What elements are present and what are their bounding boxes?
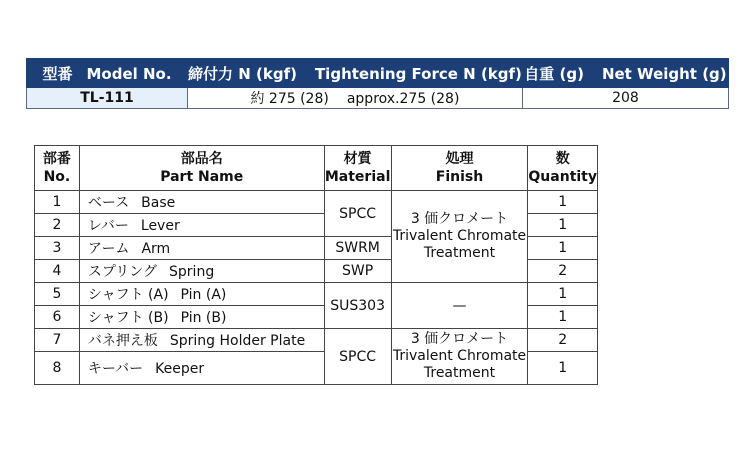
part-no: 6	[35, 306, 80, 329]
finish-en-2: Treatment	[423, 245, 496, 261]
force-value	[188, 88, 523, 109]
part-name-en: Spring	[169, 264, 215, 280]
part-name	[79, 214, 324, 237]
part-name-jp: ベース	[87, 195, 130, 211]
no-header	[35, 146, 80, 191]
part-name	[79, 329, 324, 352]
part-name-en: Keeper	[155, 361, 205, 377]
part-qty: 1	[528, 237, 598, 260]
force-value-jp: 約 275 (28)	[250, 91, 329, 107]
part-name	[79, 237, 324, 260]
finish-jp: 3 価クロメート	[410, 211, 509, 227]
part-name	[79, 306, 324, 329]
part-no: 5	[35, 283, 80, 306]
part-material: SPCC	[324, 191, 391, 237]
finish-en-1: Trivalent Chromate	[392, 228, 527, 244]
part-qty: 1	[528, 214, 598, 237]
part-name-jp: レバー	[87, 218, 129, 234]
part-finish	[391, 329, 528, 385]
parts-header-row	[35, 146, 598, 191]
part-name-en: Spring Holder Plate	[169, 333, 306, 349]
finish-header	[391, 146, 528, 191]
part-material: SUS303	[324, 283, 391, 329]
part-material: SPCC	[324, 329, 391, 385]
model-header-jp: 型番	[42, 64, 73, 83]
model-value: TL-111	[27, 88, 188, 109]
parts-table	[34, 145, 598, 385]
part-material: SWP	[324, 260, 391, 283]
part-no: 8	[35, 352, 80, 385]
no-header-jp: 部番	[42, 151, 71, 167]
name-header-en: Part Name	[160, 169, 244, 185]
part-name-en: Lever	[140, 218, 180, 234]
part-name-jp: スプリング	[87, 264, 158, 280]
finish-en-2: Treatment	[423, 365, 496, 381]
part-name-jp: バネ押え板	[87, 333, 158, 349]
part-no: 1	[35, 191, 80, 214]
finish-header-en: Finish	[435, 169, 484, 185]
part-no: 3	[35, 237, 80, 260]
part-name-en: Base	[141, 195, 176, 211]
model-header	[27, 59, 188, 88]
part-name-en: Pin (A)	[180, 287, 227, 303]
force-header	[188, 59, 523, 88]
part-name-en: Pin (B)	[180, 310, 227, 326]
part-qty: 2	[528, 260, 598, 283]
part-name	[79, 191, 324, 214]
model-header-en: Model No.	[86, 64, 172, 83]
table-row	[35, 329, 598, 352]
part-name-en: Arm	[141, 241, 171, 257]
finish-jp: 3 価クロメート	[410, 331, 509, 347]
qty-header	[528, 146, 598, 191]
part-qty: 1	[528, 191, 598, 214]
force-value-en: approx.275 (28)	[346, 91, 460, 107]
name-header-jp: 部品名	[180, 151, 223, 167]
part-finish	[391, 191, 528, 283]
weight-header	[522, 59, 728, 88]
table-row	[35, 191, 598, 214]
material-header	[324, 146, 391, 191]
part-no: 7	[35, 329, 80, 352]
spec-header-row	[27, 59, 729, 88]
qty-header-jp: 数	[555, 151, 570, 167]
qty-header-en: Quantity	[528, 169, 597, 185]
spec-table	[26, 58, 729, 109]
part-finish: —	[391, 283, 528, 329]
part-name	[79, 352, 324, 385]
weight-header-en: Net Weight (g)	[601, 64, 727, 83]
weight-value: 208	[522, 88, 728, 109]
part-qty: 1	[528, 306, 598, 329]
part-name-jp: シャフト (A)	[87, 287, 169, 303]
material-header-jp: 材質	[343, 151, 372, 167]
part-no: 2	[35, 214, 80, 237]
name-header	[79, 146, 324, 191]
no-header-en: No.	[43, 169, 71, 185]
part-no: 4	[35, 260, 80, 283]
part-name-jp: キーバー	[87, 361, 144, 377]
material-header-en: Material	[324, 169, 391, 185]
part-name	[79, 283, 324, 306]
spec-data-row	[27, 88, 729, 109]
table-row	[35, 283, 598, 306]
part-name-jp: アーム	[87, 241, 130, 257]
part-name	[79, 260, 324, 283]
part-material: SWRM	[324, 237, 391, 260]
finish-en-1: Trivalent Chromate	[392, 348, 527, 364]
part-qty: 1	[528, 352, 598, 385]
part-qty: 2	[528, 329, 598, 352]
part-name-jp: シャフト (B)	[87, 310, 169, 326]
finish-header-jp: 処理	[445, 151, 474, 167]
weight-header-jp: 自重 (g)	[524, 64, 584, 83]
force-header-en: Tightening Force N (kgf)	[314, 64, 522, 83]
part-qty: 1	[528, 283, 598, 306]
force-header-jp: 締付力 N (kgf)	[188, 64, 297, 83]
